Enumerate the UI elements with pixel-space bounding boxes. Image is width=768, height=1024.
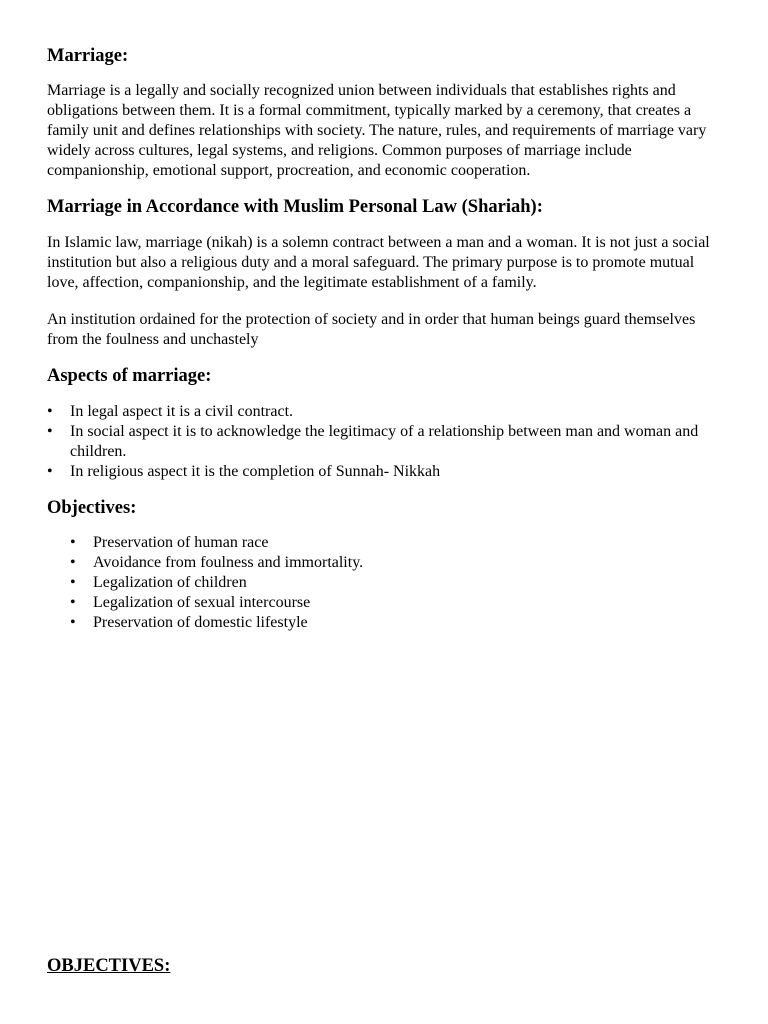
heading-aspects: Aspects of marriage: <box>47 366 212 386</box>
bullet-icon: • <box>47 403 53 420</box>
list-item <box>47 422 727 462</box>
list-item-text: Avoidance from foulness and immortality. <box>93 554 364 571</box>
list-item-text: In religious aspect it is the completion of Sunnah- Nikkah <box>70 463 441 480</box>
heading-objectives: Objectives: <box>47 498 137 518</box>
list-item-text: Preservation of human race <box>93 534 269 551</box>
aspects-list <box>47 402 727 482</box>
bullet-icon: • <box>47 463 53 480</box>
list-item-text: Legalization of children <box>93 574 247 591</box>
heading-marriage: Marriage: <box>47 46 129 66</box>
bullet-icon: • <box>70 534 76 551</box>
list-item-text: In legal aspect it is a civil contract. <box>70 403 294 420</box>
heading-objectives-footer: OBJECTIVES: <box>47 956 171 976</box>
paragraph-institution: An institution ordained for the protection of society and in order that human beings guard themselves from the foulness and unchastely <box>47 311 696 348</box>
list-item <box>47 462 727 482</box>
list-item-text: Preservation of domestic lifestyle <box>93 614 308 631</box>
list-item <box>47 533 727 553</box>
list-item <box>47 613 727 633</box>
list-item-text: In social aspect it is to acknowledge the legitimacy of a relationship between man and woman and children. <box>70 423 699 460</box>
list-item <box>47 402 727 422</box>
list-item <box>47 573 727 593</box>
bullet-icon: • <box>70 574 76 591</box>
document-body <box>47 44 727 633</box>
bullet-icon: • <box>70 554 76 571</box>
paragraph-islamic-law: In Islamic law, marriage (nikah) is a solemn contract between a man and a woman. It is not just a social institution but also a religious duty and a moral safeguard. The primary purpose is to promote mutual love, affection, companionship, and the legitimate establishment of a family. <box>47 234 710 291</box>
bullet-icon: • <box>70 594 76 611</box>
objectives-list <box>47 533 727 633</box>
paragraph-marriage-definition: Marriage is a legally and socially recognized union between individuals that establishes rights and obligations between them. It is a formal commitment, typically marked by a ceremony, that creates a family unit and defines relationships with society. The nature, rules, and requirements of marriage vary widely across cultures, legal systems, and religions. Common purposes of marriage include companionship, emotional support, procreation, and economic cooperation. <box>47 82 707 179</box>
list-item-text: Legalization of sexual intercourse <box>93 594 311 611</box>
heading-muslim-personal-law: Marriage in Accordance with Muslim Personal Law (Shariah): <box>47 197 543 217</box>
bullet-icon: • <box>70 614 76 631</box>
list-item <box>47 553 727 573</box>
bullet-icon: • <box>47 423 53 440</box>
list-item <box>47 593 727 613</box>
